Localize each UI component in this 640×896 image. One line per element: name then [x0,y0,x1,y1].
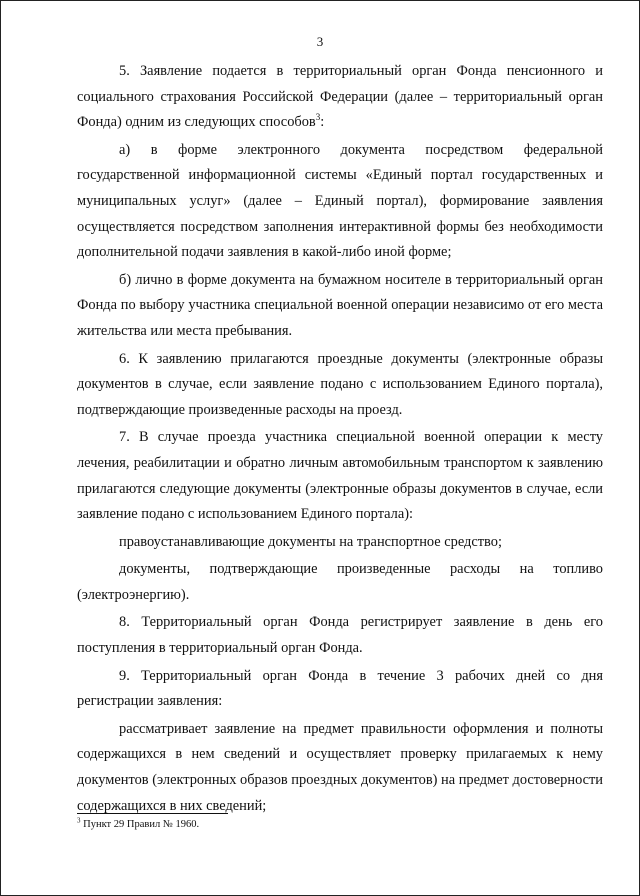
footnote-reference: 3 [315,112,321,123]
paragraph-list-entry: рассматривает заявление на предмет правильности оформления и полноты содержащихся в нем сведений и осуществляет проверку прилагаемых к нему документов (электронных образов проездных документов) на предмет достоверности содержащихся в них сведений; [77,720,603,814]
paragraph-text-end: : [320,114,325,131]
paragraph-subitem-a: а) в форме электронного документа посредством федеральной государственной информационной системы «Единый портал государственных и муниципальных услуг» (далее – Единый портал), формирование заявления осуществляется посредством заполнения интерактивной формы без необходимости дополнительной подачи заявления в какой-либо иной форме; [77,141,603,261]
paragraph-item-6: 6. К заявлению прилагаются проездные документы (электронные образы документов в случае, если заявление подано с использованием Единого портала), подтверждающие произведенные расходы на проезд. [77,350,603,418]
paragraph-item-5 [77,59,603,136]
paragraph-text: 5. Заявление подается в территориальный орган Фонда пенсионного и социального страхования Российской Федерации (далее – территориальный орган Фонда) одним из следующих способов [77,63,603,131]
paragraph-list-entry: правоустанавливающие документы на транспортное средство; [119,533,502,550]
paragraph-list-entry: документы, подтверждающие произведенные расходы на топливо (электроэнергию). [77,561,603,603]
paragraph-subitem-b: б) лично в форме документа на бумажном носителе в территориальный орган Фонда по выбору участника специальной военной операции независимо от его места жительства или места пребывания. [77,271,603,339]
footnote-divider [77,813,228,814]
footnote-text: Пункт 29 Правил № 1960. [83,819,200,830]
footnote [77,816,200,830]
paragraph-item-9: 9. Территориальный орган Фонда в течение 3 рабочих дней со дня регистрации заявления: [77,667,603,710]
footnote-marker: 3 [77,816,81,825]
page-number: 3 [316,34,324,49]
paragraph-item-8: 8. Территориальный орган Фонда регистрирует заявление в день его поступления в территориальный орган Фонда. [77,614,603,657]
document-body [77,59,603,819]
paragraph-item-7: 7. В случае проезда участника специальной военной операции к месту лечения, реабилитации и обратно личным автомобильным транспортом к заявлению прилагаются следующие документы (электронные образы документов в случае, если заявление подано с использованием Единого портала): [77,429,603,523]
